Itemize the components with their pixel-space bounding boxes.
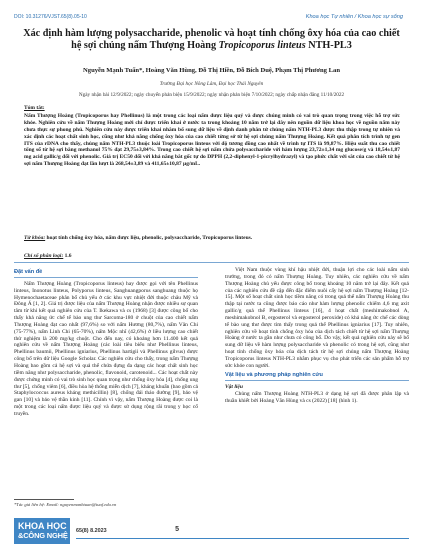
section-label: Khoa học Tự nhiên / Khoa học sự sống bbox=[305, 14, 403, 20]
classification-value: 1.6 bbox=[63, 253, 72, 259]
left-column bbox=[14, 267, 198, 418]
submission-dates: Ngày nhận bài 12/9/2022; ngày chuyển phản biện 15/9/2022; ngày nhận phản biện 7/10/2022; ngày chấp nhận đăng 11/10/2022 bbox=[78, 92, 345, 98]
corresponding-author-footnote: *Tác giả liên hệ: Email: nguyenmanhtuan@tuaf.edu.vn bbox=[14, 502, 117, 507]
intro-paragraph-2: Việt Nam thuộc vùng khí hậu nhiệt đới, thuận lợi cho các loài nấm sinh trưởng, trong đó có nấm Thượng Hoàng. Tuy nhiên, các nghiên cứu về nấm Thượng Hoàng chủ yếu được công bố trong khoảng 10 năm trở lại đây. Kết quả của các nghiên cứu đề cập đến đặc điểm nuôi cấy hệ sợi nấm Thượng Hoàng [12-15]. Một số hoạt chất sinh học tiềm năng có trong quả thể nấm Thượng Hoàng thu thập tại nước ta cũng được báo cáo như hàm lượng phenolic chiếm 4,6 mg axit gallic/g quả thể Phellinus linteus [16], 4 hoạt chất (meshimakobnol A, meshimakobnol B, ergosterol và ergosterol peroxide) có khả năng ức chế các dòng tế bào ung thư được tìm thấy trong quả thể Phellinus igniarius [17]. Tuy nhiên, nghiên cứu về hoạt tính chống ôxy hóa của dịch tách chiết từ hệ sợi nấm Thượng Hoàng ở nước ta gần như chưa có công bố. Do vậy, kết quả nghiên cứu này sẽ bổ sung dữ liệu về hàm lượng polysaccharide và phenolic có trong hệ sợi, cũng như hoạt tính chống ôxy hóa của dịch tách từ hệ sợi chủng nấm Thượng Hoàng Tropicoporus linteus NTH-PL3 nhằm phục vụ cho phát triển các sản phẩm hỗ trợ sức khỏe con người. bbox=[225, 267, 409, 369]
page-number: 5 bbox=[175, 526, 179, 533]
keywords-label: Từ khóa: bbox=[24, 235, 46, 241]
abstract-block bbox=[24, 105, 400, 168]
title-species: Tropicoporus linteus bbox=[218, 40, 306, 51]
classification-label: Chỉ số phân loại: bbox=[24, 253, 64, 259]
footnote-divider bbox=[14, 499, 74, 500]
journal-logo bbox=[14, 518, 70, 544]
keywords-text: hoạt tính chống ôxy hóa, nấm được liệu, phenolic, polysaccharide, Tropicoporus linteus. bbox=[45, 235, 253, 241]
section-heading-methods: Vật liệu và phương pháp nghiên cứu bbox=[225, 372, 409, 381]
logo-line-2: &CÔNG NGHỆ bbox=[18, 531, 68, 540]
issue-label: 65(8) 8.2023 bbox=[76, 528, 107, 534]
article-title bbox=[20, 28, 403, 52]
title-text-1: Xác định hàm lượng polysaccharide, phenolic và hoạt tính chống ôxy hóa của cao chiết hệ sợi chủng nấm Thượng Hoàng bbox=[23, 28, 400, 51]
page-footer bbox=[14, 518, 409, 544]
author-list: Nguyễn Mạnh Tuấn*, Hoàng Văn Hùng, Đỗ Thị Hiền, Đỗ Bích Duệ, Phạm Thị Phương Lan bbox=[83, 67, 340, 74]
divider bbox=[14, 262, 409, 263]
abstract-text: Nấm Thượng Hoàng (Tropicoporus hay Phellinus) là một trong các loại nấm được liệu quý và được chúng minh có vai trò quan trọng trong việc hỗ trợ sức khỏe. Nghiên cứu về nấm Thượng Hoàng mới chỉ được triển khai ở nước ta trong khoảng 10 năm trở lại đây nên nguồn dữ liệu khoa học về nguồn nấm này chưa thực sự phong phú. Nghiên cứu này được triển khai nhằm bổ sung dữ liệu về định danh phân tử chủng nấm NTH-PL3 được thu thập trong tự nhiên và xác định các hoạt chất sinh học, cũng như khả năng chống ôxy hóa của cao chiết từng sở từ hệ sợi chủng nấm Thượng Hoàng. Kết quả phân tích trình tự gen ITS của rDNA cho thấy, chủng nấm NTH-PL3 thuộc loài Tropicoporus linteus với độ tương đồng cao nhất về trình tự ITS là 99,87%. Hiệu suất thu cao chiết tổng số từ hệ sợi bằng methanol 75% đạt 29,75±3,84%. Trong cao chiết hệ sợi nấm chứa polysaccharide với hàm lượng 23,72±1,34 mg glucose/g và 18,54±1,87 mg acid gallic/g đối với phenolic. Giá trị EC50 đối với khả năng bắt gốc tự do DPPH (2,2-diphenyl-1-picrylhydrazyl) và tạo phức chất với sắt của cao chiết từ hệ sợi nấm Thượng Hoàng đạt lần lượt là 268,54±3,89 và 411,65±10,87 µg/mL. bbox=[24, 112, 400, 168]
materials-paragraph: Chủng nấm Thượng Hoàng NTH-PL3 ở dạng hệ sợi đã được phân lập và thuần khiết bởi Hoàng Văn Hùng và cs (2022) [18] (hình 1). bbox=[225, 391, 409, 405]
doi-label: DOI: 10.31276/VJST.65(8).05-10 bbox=[14, 14, 87, 20]
footer-line bbox=[76, 538, 409, 539]
subsection-heading-materials: Vật liệu bbox=[225, 383, 243, 390]
title-text-2: NTH-PL3 bbox=[305, 40, 352, 51]
logo-line-1: KHOA HỌC bbox=[18, 521, 67, 531]
classification-block bbox=[24, 253, 400, 259]
intro-paragraph: Nấm Thượng Hoàng (Tropicoporus linteus) hay được gọi với tên Phellinus linteus, Inonotus linteus, Polyporus linteus, Sanghuangporus sanghuang thuộc họ Hymenochaetaceae phân bố chủ yếu ở các khu vực nhiệt đới thuộc châu Mỹ và Đông Á [1, 2]. Giá trị được liệu của nấm Thượng Hoàng nhận được nhiều sự quan tâm từ khi kết quả nghiên cứu của T. Ikekawa và cs (1968) [3] được công bố cho thấy khả năng ức chế tế bào ung thư Sarcoma-180 ở chuột của cao chiết nấm Thượng Hoàng đạt cao nhất (97,6%) so với nấm Hương (80,7%), nấm Vân Chi (75-77%), nấm Linh Chi (65-70%), nấm Mộc nhĩ (42,6%) ở liều lượng cao chiết thử nghiệm là 200 mg/kg chuột. Cho đến nay, có khoảng hơn 11.400 kết quả nghiên cứu về nấm Thượng Hoàng (các loài tiêu biểu như Phellinus linteus, Phellinus baumii, Phellinus igniarius, Phellinus hartigii và Phellinus gilvus) được công bố trên dữ liệu Google Scholar. Các nghiên cứu cho thấy, trong nấm Thượng Hoàng bao gồm cả hệ sợi và quả thể chứa đựng đa dạng các hoạt chất sinh học tiềm năng như polysaccharide, phenolic, flavonoid, carotenoid... Các hoạt chất này được chứng minh có vai trò sinh học quan trọng như chống ôxy hóa [4], chống ung thư [5], chống viêm [6], điều hòa hệ thống miễn dịch [7], kháng khuẩn (bao gồm cả Staphylococcus aureus kháng methicillin) [8], chống đái tháo đường [9], bảo vệ gan [10] và bảo vệ thần kinh [11]. Chính vì vậy, nấm Thượng Hoàng được coi là một trong các loại nấm được liệu quý và được sử dụng rộng rãi trong y học cổ truyền. bbox=[14, 280, 198, 417]
abstract-heading: Tóm tắt: bbox=[24, 105, 45, 111]
keywords-block bbox=[24, 235, 400, 242]
section-heading-introduction: Đặt vấn đề bbox=[14, 269, 198, 278]
right-column bbox=[225, 267, 409, 405]
affiliation: Trường Đại học Nông Lâm, Đại học Thái Nguyên bbox=[159, 81, 264, 87]
